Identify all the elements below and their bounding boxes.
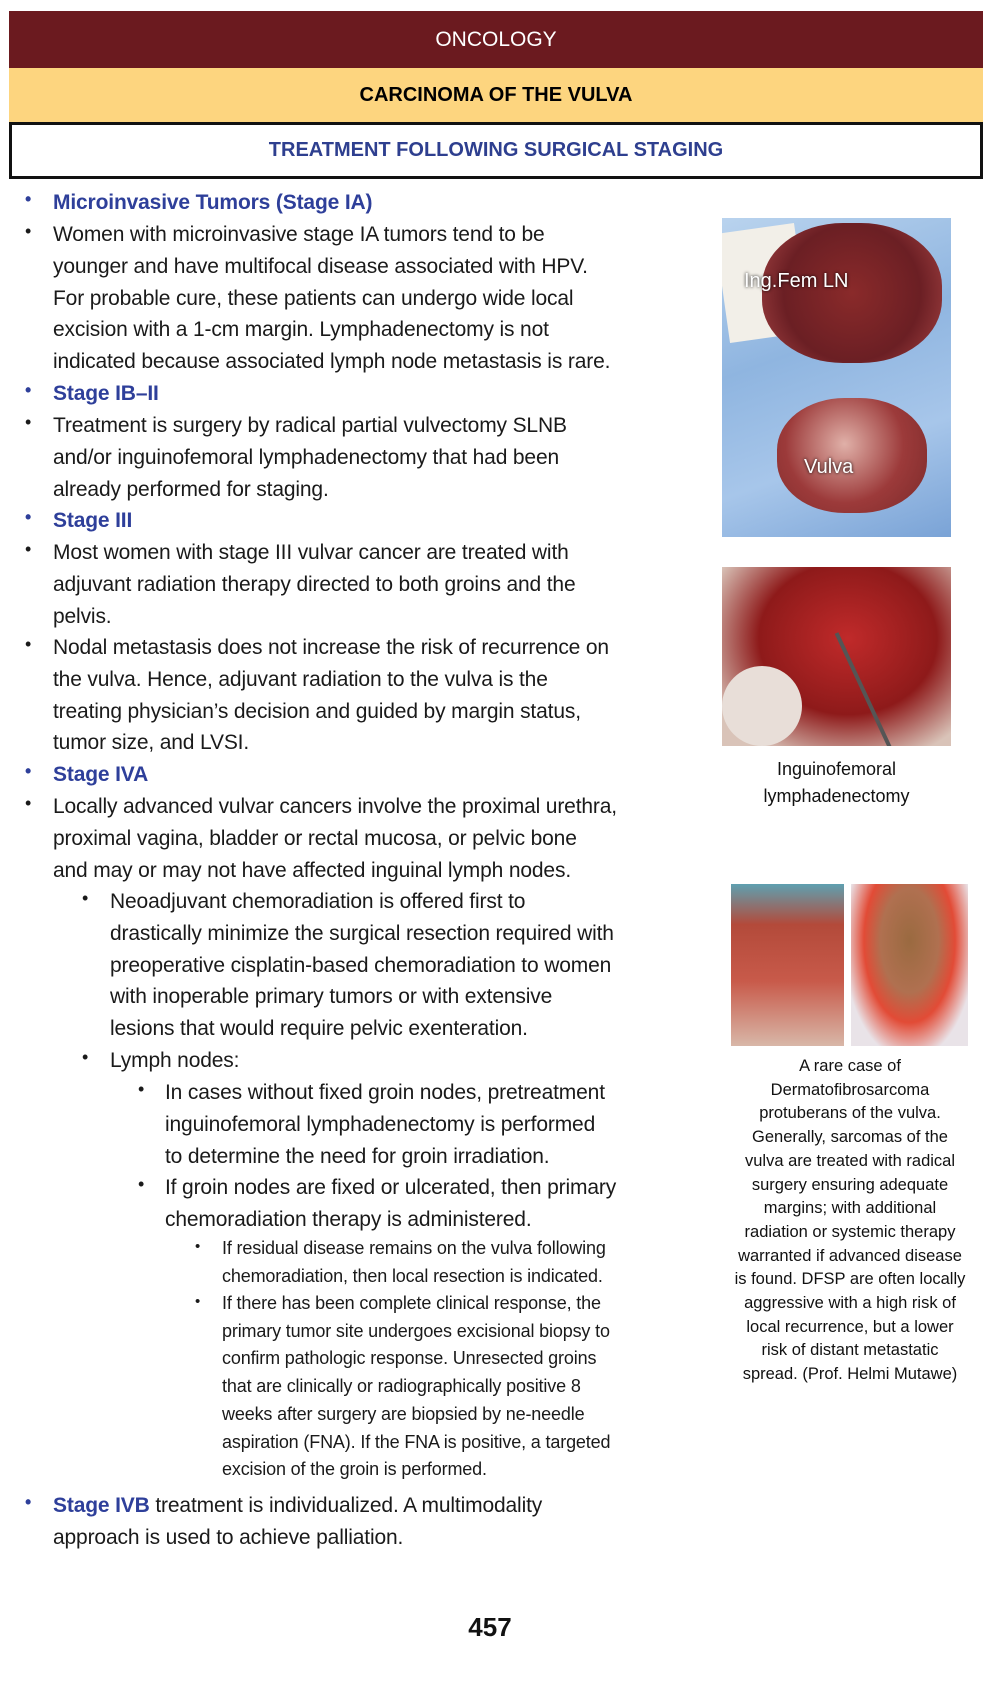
paragraph-stage-ivb (53, 1490, 542, 1522)
bullet: • (25, 539, 32, 559)
paragraph-stage-iii-1: Most women with stage III vulvar cancer are treated with adjuvant radiation therapy directed to both groins and the pelvis. (53, 541, 576, 628)
bullet: • (195, 1293, 201, 1310)
bullet: • (25, 761, 32, 781)
photo-label-vulva: Vulva (804, 456, 854, 478)
chapter-header: CARCINOMA OF THE VULVA (9, 68, 983, 122)
dfsp-intraop-photo (731, 884, 844, 1046)
bullet: • (25, 380, 32, 400)
bullet: • (25, 793, 32, 813)
bullet: • (25, 1492, 32, 1512)
photo-label-ingfem-ln: Ing.Fem LN (744, 270, 849, 292)
bullet: • (138, 1174, 145, 1194)
paragraph-stage-iva: Locally advanced vulvar cancers involve the proximal urethra, proximal vagina, bladder or rectal mucosa, or pelvic bone and may or may not have affected inguinal lymph nodes. (53, 795, 617, 882)
paragraph-residual-disease: If residual disease remains on the vulva following chemoradiation, then local resection is indicated. (222, 1238, 606, 1286)
bullet: • (82, 1047, 89, 1067)
paragraph-neoadjuvant: Neoadjuvant chemoradiation is offered first to drastically minimize the surgical resection required with preoperative cisplatin-based chemoradiation to women with inoperable primary tumors or with extensive lesions that would require pelvic exenteration. (110, 890, 614, 1041)
dfsp-specimen-photo (851, 884, 968, 1046)
heading-stage-iva: Stage IVA (53, 763, 149, 786)
paragraph-stage-iii-2: Nodal metastasis does not increase the risk of recurrence on the vulva. Hence, adjuvant radiation to the vulva is the treating physician’s decision and guided by margin status, tumor size, and LVSI. (53, 636, 609, 755)
heading-stage-ivb: Stage IVB (53, 1494, 150, 1517)
paragraph-complete-response: If there has been complete clinical response, the primary tumor site undergoes excisional biopsy to confirm pathologic response. Unresected groins that are clinically or radiographically positive 8 weeks after surgery are biopsied by ne-needle aspiration (FNA). If the FNA is positive, a targeted excision of the groin is performed. (222, 1293, 611, 1480)
paragraph-stage-ivb-cont: approach is used to achieve palliation. (53, 1526, 404, 1549)
paragraph-fixed-nodes: If groin nodes are fixed or ulcerated, then primary chemoradiation therapy is administered. (165, 1176, 617, 1231)
paragraph-stage-ia: Women with microinvasive stage IA tumors tend to be younger and have multifocal disease associated with HPV. For probable cure, these patients can undergo wide local excision with a 1-cm margin. Lymphadenectomy is not indicated because associated lymph node metastasis is rare. (53, 223, 611, 374)
bullet: • (82, 888, 89, 908)
caption-lymphadenectomy: Inguinofemoral lymphadenectomy (763, 759, 910, 806)
paragraph-no-fixed-nodes: In cases without fixed groin nodes, pretreatment inguinofemoral lymphadenectomy is performed to determine the need for groin irradiation. (165, 1081, 605, 1168)
heading-stage-ib-ii: Stage IB–II (53, 382, 159, 405)
paragraph-stage-ib-ii: Treatment is surgery by radical partial vulvectomy SLNB and/or inguinofemoral lymphadenectomy that had been already performed for staging. (53, 414, 567, 501)
surgical-specimen-photo (722, 218, 951, 537)
paragraph-lymph-nodes: Lymph nodes: (110, 1049, 240, 1072)
bullet: • (138, 1079, 145, 1099)
bullet: • (25, 507, 32, 527)
heading-stage-iii: Stage III (53, 509, 133, 532)
heading-stage-ia: Microinvasive Tumors (Stage IA) (53, 191, 373, 214)
bullet: • (25, 189, 32, 209)
bullet: • (25, 412, 32, 432)
stage-ivb-text: treatment is individualized. A multimodality (149, 1494, 543, 1517)
section-header: ONCOLOGY (9, 11, 983, 68)
page-number: 457 (468, 1612, 512, 1642)
lymphadenectomy-photo (722, 567, 951, 746)
bullet: • (25, 221, 32, 241)
caption-dfsp: A rare case of Dermatofibrosarcoma protuberans of the vulva. Generally, sarcomas of the vulva are treated with radical surgery ensuring adequate margins; with additional radiation or systemic therapy warranted if advanced disease is found. DFSP are often locally aggressive with a high risk of local recurrence, but a lower risk of distant metastatic spread. (Prof. Helmi Mutawe) (734, 1057, 966, 1384)
bullet: • (195, 1238, 201, 1255)
topic-header: TREATMENT FOLLOWING SURGICAL STAGING (9, 122, 983, 179)
bullet: • (25, 634, 32, 654)
